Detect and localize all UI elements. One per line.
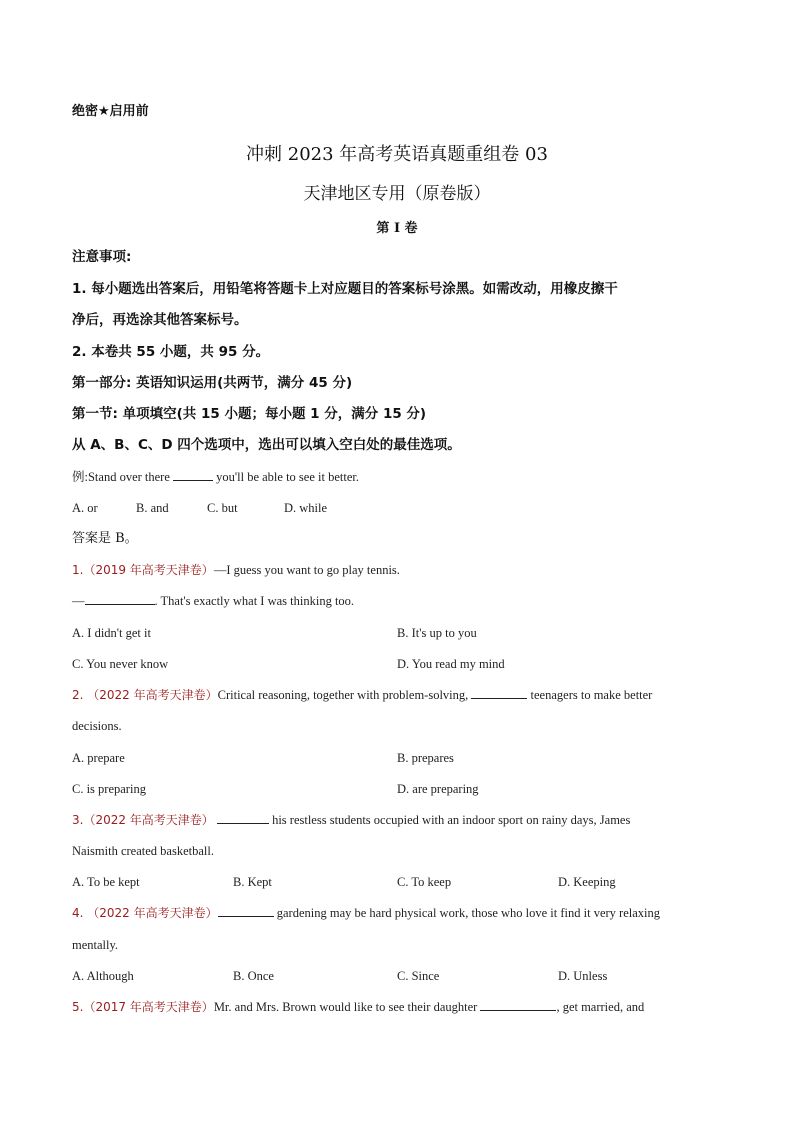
question-1-line-1 bbox=[72, 561, 400, 579]
question-5-text-a: Mr. and Mrs. Brown would like to see their daughter bbox=[213, 1000, 478, 1014]
question-1-dash: — bbox=[72, 594, 85, 608]
question-4-option-c: C. Since bbox=[397, 969, 440, 983]
answer-blank bbox=[217, 811, 269, 824]
question-3-text: his restless students occupied with an indoor sport on rainy days, James bbox=[272, 813, 631, 827]
question-2-option-c: C. is preparing bbox=[72, 782, 146, 796]
notice-item-2: 2. 本卷共 55 小题，共 95 分。 bbox=[72, 344, 270, 360]
question-1-option-d: D. You read my mind bbox=[397, 657, 505, 671]
question-1-option-c: C. You never know bbox=[72, 657, 169, 671]
secret-label: 绝密★启用前 bbox=[72, 104, 149, 119]
part-1-heading: 第一部分: 英语知识运用(共两节，满分 45 分) bbox=[72, 375, 353, 391]
page-subtitle: 天津地区专用（原卷版） bbox=[303, 184, 491, 204]
question-4-option-d: D. Unless bbox=[558, 969, 608, 983]
question-3-source: 3.（2022 年高考天津卷） bbox=[72, 813, 214, 827]
volume-label: 第 I 卷 bbox=[376, 221, 418, 236]
question-1-option-b: B. It's up to you bbox=[397, 626, 477, 640]
notice-item-1-line-2: 净后，再选涂其他答案标号。 bbox=[72, 312, 248, 328]
example-option-d: D. while bbox=[284, 501, 328, 515]
question-5-line-1 bbox=[72, 998, 644, 1016]
example-option-b: B. and bbox=[136, 501, 169, 515]
question-1-option-a: A. I didn't get it bbox=[72, 626, 151, 640]
question-2-option-b: B. prepares bbox=[397, 751, 454, 765]
question-2-source: 2. （2022 年高考天津卷） bbox=[72, 688, 218, 702]
answer-blank bbox=[480, 998, 556, 1011]
question-3-line-1 bbox=[72, 811, 630, 829]
question-3-option-d: D. Keeping bbox=[558, 875, 616, 889]
question-5-text-b: , get married, and bbox=[556, 1000, 645, 1014]
question-4-option-b: B. Once bbox=[233, 969, 274, 983]
question-2-text-a: Critical reasoning, together with problem-solving, bbox=[217, 688, 469, 702]
question-4-line-2: mentally. bbox=[72, 938, 119, 952]
question-2-line-2: decisions. bbox=[72, 719, 122, 733]
question-4-option-a: A. Although bbox=[72, 969, 134, 983]
notice-item-1-line-1: 1. 每小题选出答案后，用铅笔将答题卡上对应题目的答案标号涂黑。如需改动，用橡皮擦干 bbox=[72, 281, 618, 297]
question-1-line-2 bbox=[72, 592, 354, 610]
question-2-line-1 bbox=[72, 686, 652, 704]
question-3-option-b: B. Kept bbox=[233, 875, 272, 889]
question-1-reply: . That's exactly what I was thinking too. bbox=[154, 594, 355, 608]
answer-blank bbox=[471, 686, 527, 699]
question-2-option-a: A. prepare bbox=[72, 751, 125, 765]
section-1-heading: 第一节: 单项填空(共 15 小题；每小题 1 分，满分 15 分) bbox=[72, 406, 427, 422]
answer-blank bbox=[218, 904, 274, 917]
question-3-option-a: A. To be kept bbox=[72, 875, 140, 889]
question-4-text: gardening may be hard physical work, those who love it find it very relaxing bbox=[276, 906, 660, 920]
answer-blank bbox=[173, 468, 213, 481]
example-suffix: you'll be able to see it better. bbox=[216, 470, 359, 484]
question-1-source: 1.（2019 年高考天津卷） bbox=[72, 563, 214, 577]
question-5-source: 5.（2017 年高考天津卷） bbox=[72, 1000, 214, 1014]
question-4-source: 4. （2022 年高考天津卷） bbox=[72, 906, 218, 920]
notice-heading: 注意事项: bbox=[72, 249, 132, 265]
example-question bbox=[72, 468, 359, 486]
example-answer: 答案是 B。 bbox=[72, 531, 138, 546]
question-3-line-2: Naismith created basketball. bbox=[72, 844, 214, 858]
question-1-text: —I guess you want to go play tennis. bbox=[213, 563, 400, 577]
question-2-text-b: teenagers to make better bbox=[530, 688, 653, 702]
question-3-option-c: C. To keep bbox=[397, 875, 452, 889]
page-title: 冲刺 2023 年高考英语真题重组卷 03 bbox=[246, 144, 548, 165]
example-option-a: A. or bbox=[72, 501, 98, 515]
question-4-line-1 bbox=[72, 904, 660, 922]
question-2-option-d: D. are preparing bbox=[397, 782, 479, 796]
example-option-c: C. but bbox=[207, 501, 238, 515]
answer-blank bbox=[85, 592, 155, 605]
instruction-text: 从 A、B、C、D 四个选项中，选出可以填入空白处的最佳选项。 bbox=[72, 437, 461, 453]
example-prefix: 例:Stand over there bbox=[72, 470, 170, 484]
